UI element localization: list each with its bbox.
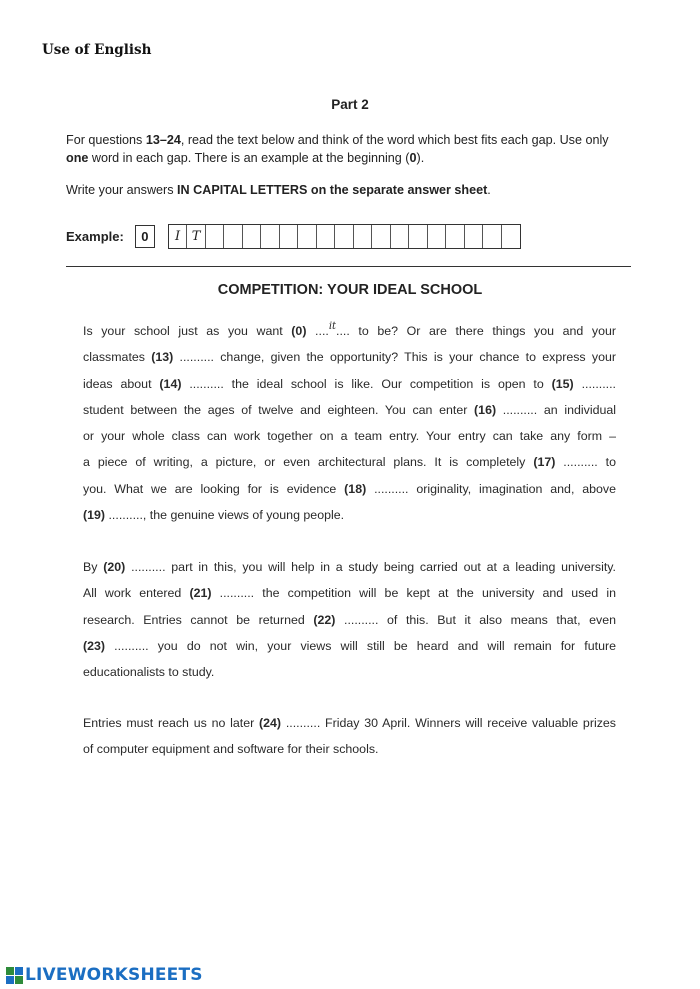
text-run: Is your school just as you want — [83, 324, 292, 338]
liveworksheets-logo-icon — [6, 967, 23, 984]
answer-instruction — [66, 181, 646, 199]
answer-letter-box — [428, 225, 447, 248]
gap-blank: .... — [306, 324, 329, 338]
example-label: Example: — [66, 229, 124, 244]
gap-number: (21) — [189, 586, 212, 601]
text-run: classmates — [83, 350, 152, 365]
instruction-text: ). — [416, 151, 425, 165]
example-row — [66, 224, 521, 249]
text-line — [83, 449, 616, 475]
instruction-line-1 — [66, 131, 646, 149]
gap-number: (0) — [291, 324, 307, 338]
text-line — [83, 580, 616, 606]
text-run: you. What we are looking for is evidence — [83, 481, 345, 496]
text-line — [83, 476, 616, 502]
text-line — [83, 318, 616, 344]
instructions-block — [66, 131, 646, 167]
answer-letter-box — [243, 225, 262, 248]
text-run: .......... of this. But it also means that, even — [335, 612, 616, 627]
text-line — [83, 633, 616, 659]
text-run: educationalists to study. — [83, 665, 215, 680]
answer-letter-box — [335, 225, 354, 248]
text-run: .......... Friday 30 April. Winners will receive valuable prizes — [281, 716, 616, 730]
answer-letter-box: I — [169, 225, 188, 248]
gap-number: (22) — [313, 612, 336, 627]
text-run: student between the ages of twelve and eighteen. You can enter — [83, 402, 475, 417]
instruction-text: For questions — [66, 133, 146, 147]
instruction-bold: 0 — [409, 151, 417, 165]
answer-letter-box — [261, 225, 280, 248]
gap-number: (20) — [103, 560, 126, 574]
answer-letter-box — [224, 225, 243, 248]
text-line — [83, 502, 616, 528]
gap-number: (19) — [83, 508, 106, 523]
example-number-box: 0 — [135, 225, 155, 248]
text-run: .......... an individual — [496, 402, 616, 417]
answer-letter-box — [206, 225, 225, 248]
text-run: or your whole class can work together on a team entry. Your entry can take any form – — [83, 429, 616, 444]
gap-number: (15) — [551, 376, 574, 391]
text-line — [83, 710, 616, 736]
text-run: .......... originality, imagination and, above — [366, 481, 617, 496]
instruction-bold: 13–24 — [145, 133, 181, 147]
instruction-bold: IN CAPITAL LETTERS on the separate answer sheet — [177, 183, 488, 197]
instruction-text: word in each gap. There is an example at the beginning ( — [88, 151, 410, 165]
gap-number: (24) — [259, 716, 282, 730]
answer-letter-box — [354, 225, 373, 248]
instruction-bold: one — [66, 151, 89, 165]
liveworksheets-logo — [6, 964, 203, 986]
text-run: .......... change, given the opportunity? This is your chance to express your — [173, 350, 616, 365]
answer-letter-box — [483, 225, 502, 248]
handwritten-answer: it — [328, 321, 337, 332]
text-run: a piece of writing, a picture, or even architectural plans. It is completely — [83, 455, 534, 470]
answer-letter-box — [446, 225, 465, 248]
paragraph-2 — [83, 554, 616, 685]
text-run: .........., the genuine views of young people. — [105, 508, 345, 523]
answer-letter-box — [317, 225, 336, 248]
text-run: .......... you do not win, your views will still be heard and will remain for future — [105, 638, 616, 653]
answer-letter-box — [280, 225, 299, 248]
paragraph-1 — [83, 318, 616, 528]
text-line — [83, 397, 616, 423]
text-line — [83, 554, 616, 580]
gap-number: (18) — [344, 481, 367, 496]
text-run: .......... part in this, you will help in a study being carried out at a leading university. — [125, 560, 616, 574]
answer-letter-box: T — [187, 225, 206, 248]
text-run: .... to be? Or are there things you and your — [336, 324, 616, 338]
divider-rule — [66, 266, 631, 267]
text-line — [83, 607, 616, 633]
instruction-line-2 — [66, 149, 646, 167]
text-run: Entries must reach us no later — [83, 716, 260, 730]
text-run: .......... the competition will be kept at the university and used in — [211, 586, 616, 601]
text-run: research. Entries cannot be returned — [83, 612, 314, 627]
text-line — [83, 736, 616, 762]
instruction-text: , read the text below and think of the word which best fits each gap. Use only — [180, 133, 609, 147]
text-line — [83, 659, 616, 685]
gap-number: (17) — [533, 455, 556, 470]
answer-letter-box — [502, 225, 521, 248]
answer-letter-box — [391, 225, 410, 248]
answer-letter-box — [409, 225, 428, 248]
text-run: .......... the ideal school is like. Our competition is open to — [181, 376, 552, 391]
instruction-text: . — [487, 183, 491, 197]
text-title: COMPETITION: YOUR IDEAL SCHOOL — [217, 282, 483, 298]
answer-letter-box — [298, 225, 317, 248]
text-line — [83, 371, 616, 397]
text-run: .......... to — [555, 455, 616, 470]
paragraph-3 — [83, 710, 616, 763]
text-run: of computer equipment and software for their schools. — [83, 742, 379, 757]
text-run: All work entered — [83, 586, 190, 601]
text-line — [83, 344, 616, 370]
answer-letter-box — [372, 225, 391, 248]
answer-letter-box — [465, 225, 484, 248]
text-run: ideas about — [83, 376, 160, 391]
text-line — [83, 423, 616, 449]
gap-blank: .......... — [573, 376, 617, 391]
part-title: Part 2 — [331, 97, 369, 112]
gap-number: (23) — [83, 638, 106, 653]
instruction-text: Write your answers — [66, 183, 178, 197]
section-header: Use of English — [42, 42, 152, 58]
example-answer-boxes — [168, 224, 522, 249]
text-run: By — [83, 560, 104, 574]
logo-text: LIVEWORKSHEETS — [25, 965, 203, 985]
gap-number: (14) — [159, 376, 182, 391]
gap-number: (16) — [474, 402, 497, 417]
gap-number: (13) — [151, 350, 174, 365]
